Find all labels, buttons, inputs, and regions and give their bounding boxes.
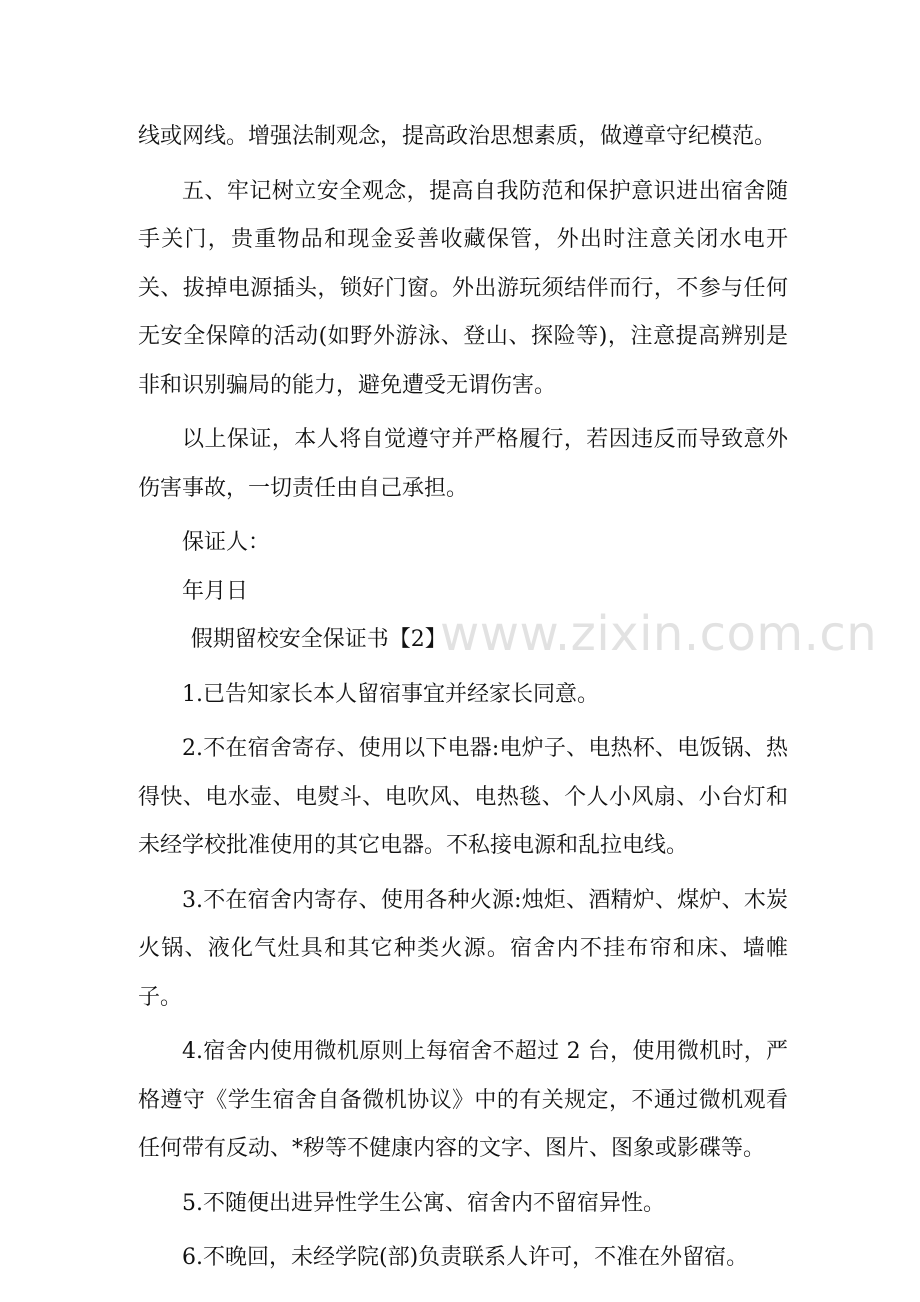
date-line: 年月日 [182, 578, 249, 604]
signature-label: 保证人： [182, 530, 271, 555]
list-item-1: 1.已告知家长本人留宿事宜并经家长同意。 [182, 681, 599, 707]
paragraph-guarantee: 以上保证，本人将自觉遵守并严格履行，若因违反而导致意外伤害事故，一切责任由自己承担。 [138, 427, 788, 501]
list-item-4: 4.宿舍内使用微机原则上每宿舍不超过 2 台，使用微机时，严格遵守《学生宿舍自备微机协议》中的有关规定，不通过微机观看任何带有反动、*秽等不健康内容的文字、图片、图象或影碟等。 [138, 1039, 788, 1161]
section-heading: 假期留校安全保证书【2】 [190, 627, 447, 652]
paragraph-item-five: 五、牢记树立安全观念，提高自我防范和保护意识进出宿舍随手关门，贵重物品和现金妥善收藏保管，外出时注意关闭水电开关、拔掉电源插头，锁好门窗。外出游玩须结伴而行，不参与任何无安全保障的活动(如野外游泳、登山、探险等)，注意提高辨别是非和识别骗局的能力，避免遭受无谓伤害。 [138, 178, 788, 398]
watermark-text: www.zixin.com.cn [440, 606, 878, 662]
document-body [138, 113, 788, 1283]
list-item-2: 2.不在宿舍寄存、使用以下电器:电炉子、电热杯、电饭锅、热得快、电水壶、电熨斗、电吹风、电热毯、个人小风扇、小台灯和未经学校批准使用的其它电器。不私接电源和乱拉电线。 [138, 736, 788, 858]
list-item-6: 6.不晚回，未经学院(部)负责联系人许可，不准在外留宿。 [182, 1245, 749, 1270]
list-item-5: 5.不随便出进异性学生公寓、宿舍内不留宿异性。 [182, 1190, 665, 1216]
list-item-3: 3.不在宿舍内寄存、使用各种火源:烛炬、酒精炉、煤炉、木炭火锅、液化气灶具和其它种类火源。宿舍内不挂布帘和床、墙帷子。 [138, 887, 788, 1010]
paragraph-continuation: 线或网线。增强法制观念，提高政治思想素质，做遵章守纪模范。 [138, 124, 777, 149]
